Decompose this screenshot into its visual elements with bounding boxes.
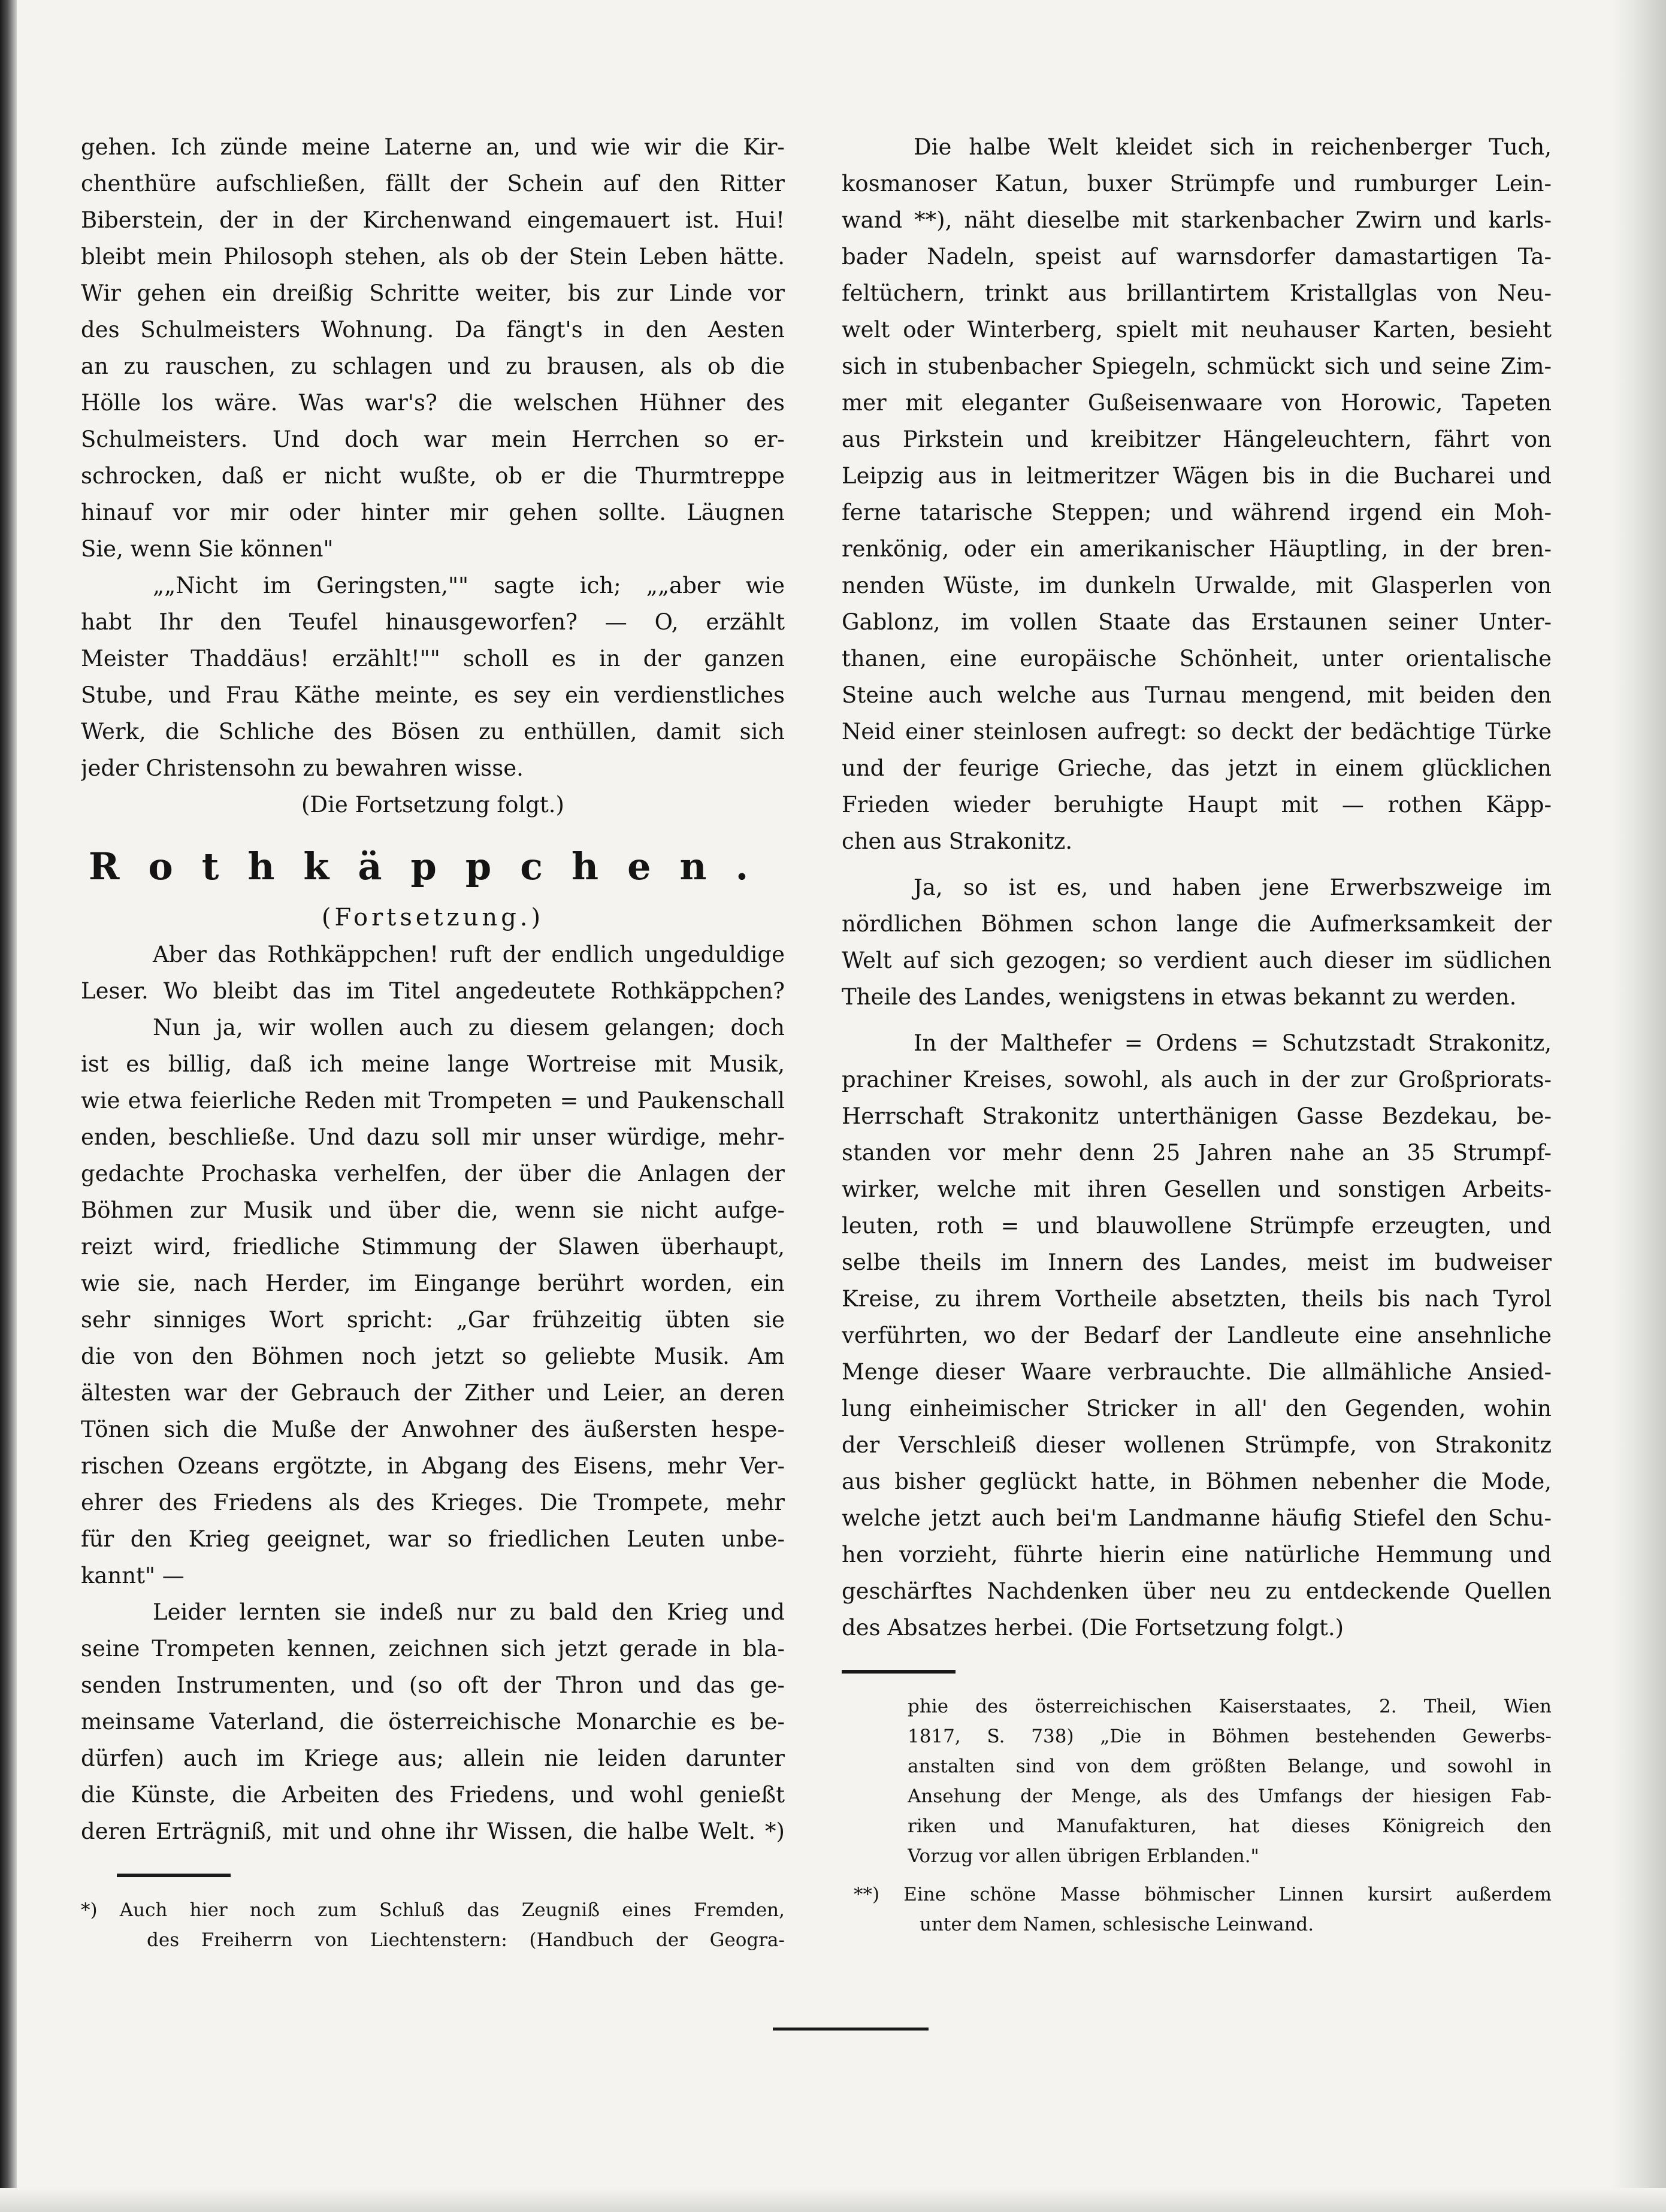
text-line: hinauf vor mir oder hinter mir gehen sollte. Läugnen	[81, 500, 785, 525]
text-line: Welt auf sich gezogen; so verdient auch dieser im südlichen	[842, 948, 1552, 973]
text-line: Neid einer steinlosen aufregt: so deckt der bedächtige Türke	[842, 719, 1552, 745]
text-line: Gablonz, im vollen Staate das Erstaunen seiner Unter-	[842, 609, 1552, 635]
text-line: Leser. Wo bleibt das im Titel angedeutete Rothkäppchen?	[81, 978, 785, 1004]
text-line: senden Instrumenten, und (so oft der Thron und das ge-	[81, 1672, 785, 1698]
text-line: leuten, roth = und blauwollene Strümpfe erzeugten, und	[842, 1213, 1552, 1239]
scan-edge-bottom	[0, 2188, 1666, 2212]
text-line: standen vor mehr denn 25 Jahren nahe an 35 Strumpf-	[842, 1140, 1552, 1166]
text-line: selbe theils im Innern des Landes, meist im budweiser	[842, 1249, 1552, 1275]
text-line: Meister Thaddäus! erzählt!"" scholl es in der ganzen	[81, 646, 785, 671]
text-line: renkönig, oder ein amerikanischer Häuptling, in der bren-	[842, 536, 1552, 562]
text-line: Werk, die Schliche des Bösen zu enthüllen, damit sich	[81, 719, 785, 745]
text-line: aus Pirkstein und kreibitzer Hängeleuchtern, fährt von	[842, 426, 1552, 452]
footnote-rule	[842, 1670, 956, 1674]
text-line: Aber das Rothkäppchen! ruft der endlich ungeduldige	[153, 942, 785, 967]
text-line: welche jetzt auch bei'm Landmanne häufig Stiefel den Schu-	[842, 1505, 1552, 1531]
text-line: ist es billig, daß ich meine lange Wortreise mit Musik,	[81, 1051, 785, 1077]
footnote-line: anstalten sind von dem größten Belange, und sowohl in	[908, 1756, 1552, 1777]
footnote-line: phie des österreichischen Kaiserstaates, 2. Theil, Wien	[908, 1696, 1552, 1717]
text-line: Biberstein, der in der Kirchenwand eingemauert ist. Hui!	[81, 207, 785, 233]
text-line: dürfen) auch im Kriege aus; allein nie leiden darunter	[81, 1745, 785, 1771]
footnote	[81, 1895, 785, 1955]
bottom-rule	[773, 2028, 929, 2031]
footnote-line: 1817, S. 738) „Die in Böhmen bestehenden Gewerbs-	[908, 1726, 1552, 1747]
text-line: kannt" —	[81, 1563, 185, 1588]
text-line: verführten, wo der Bedarf der Landleute eine ansehnliche	[842, 1323, 1552, 1348]
article-title: Rothkäppchen.	[88, 845, 778, 888]
text-line: Stube, und Frau Käthe meinte, es sey ein verdienstliches	[81, 682, 785, 708]
paragraph-1	[842, 129, 1552, 860]
left-column	[81, 129, 785, 1955]
continuation-text	[81, 129, 785, 823]
article-body	[81, 936, 785, 1850]
text-line: mer mit eleganter Gußeisenwaare von Horowic, Tapeten	[842, 390, 1552, 416]
text-line: kosmanoser Katun, buxer Strümpfe und rumburger Lein-	[842, 171, 1552, 196]
text-line: Schulmeisters. Und doch war mein Herrchen so er-	[81, 426, 785, 452]
text-line: schrocken, daß er nicht wußte, ob er die Thurmtreppe	[81, 463, 785, 489]
text-line: des Schulmeisters Wohnung. Da fängt's in den Aesten	[81, 317, 785, 343]
text-line: gehen. Ich zünde meine Laterne an, und wie wir die Kir-	[81, 134, 785, 160]
text-line: deren Erträgniß, mit und ohne ihr Wissen, die halbe Welt. *)	[81, 1818, 785, 1844]
text-line: und der feurige Grieche, das jetzt in einem glücklichen	[842, 755, 1552, 781]
text-line: wand **), näht dieselbe mit starkenbacher Zwirn und karls-	[842, 207, 1552, 233]
scan-edge-right	[1612, 0, 1666, 2212]
text-line: bader Nadeln, speist auf warnsdorfer damastartigen Ta-	[842, 244, 1552, 270]
text-line: wie etwa feierliche Reden mit Trompeten = und Paukenschall	[81, 1088, 785, 1113]
right-column	[842, 129, 1552, 1939]
text-line: wirker, welche mit ihren Gesellen und sonstigen Arbeits-	[842, 1176, 1552, 1202]
text-line: lung einheimischer Stricker in all' den Gegenden, wohin	[842, 1396, 1552, 1421]
footnote-line: des Freiherrn von Liechtenstern: (Handbuch der Geogra-	[147, 1929, 785, 1951]
text-line: geschärftes Nachdenken über neu zu entdeckende Quellen	[842, 1578, 1552, 1604]
text-line: Wir gehen ein dreißig Schritte weiter, bis zur Linde vor	[81, 280, 785, 306]
text-line: ältesten war der Gebrauch der Zither und Leier, an deren	[81, 1380, 785, 1406]
text-line: bleibt mein Philosoph stehen, als ob der Stein Leben hätte.	[81, 244, 785, 270]
text-line: die Künste, die Arbeiten des Friedens, und wohl genießt	[81, 1782, 785, 1808]
text-line: wie sie, nach Herder, im Eingange berührt worden, ein	[81, 1270, 785, 1296]
text-line: Leipzig aus in leitmeritzer Wägen bis in die Bucharei und	[842, 463, 1552, 489]
text-line: der Verschleiß dieser wollenen Strümpfe, von Strakonitz	[842, 1432, 1552, 1458]
text-line: die von den Böhmen noch jetzt so geliebte Musik. Am	[81, 1343, 785, 1369]
text-line: Böhmen zur Musik und über die, wenn sie nicht aufge-	[81, 1197, 785, 1223]
text-line: Herrschaft Strakonitz unterthänigen Gasse Bezdekau, be-	[842, 1103, 1552, 1129]
text-line: Hölle los wäre. Was war's? die welschen Hühner des	[81, 390, 785, 416]
footnote-line: riken und Manufakturen, hat dieses Königreich den	[908, 1815, 1552, 1837]
text-line: seine Trompeten kennen, zeichnen sich jetzt gerade in bla-	[81, 1636, 785, 1662]
footnote-line: Ansehung der Menge, als des Umfangs der hiesigen Fab-	[908, 1786, 1552, 1807]
footnote-line: *) Auch hier noch zum Schluß das Zeugniß eines Fremden,	[81, 1899, 785, 1921]
text-line: Tönen sich die Muße der Anwohner des äußersten hespe-	[81, 1417, 785, 1442]
text-line: Leider lernten sie indeß nur zu bald den Krieg und	[153, 1599, 785, 1625]
scan-edge-left	[0, 0, 17, 2212]
text-line: Die halbe Welt kleidet sich in reichenberger Tuch,	[914, 134, 1552, 160]
paragraph-3	[842, 1025, 1552, 1646]
text-line: meinsame Vaterland, die österreichische Monarchie es be-	[81, 1709, 785, 1735]
text-line: Nun ja, wir wollen auch zu diesem gelangen; doch	[153, 1015, 785, 1040]
text-line: reizt wird, friedliche Stimmung der Slawen überhaupt,	[81, 1234, 785, 1260]
text-line: In der Malthefer = Ordens = Schutzstadt Strakonitz,	[914, 1030, 1552, 1056]
footnote-continuation	[842, 1691, 1552, 1871]
text-line: habt Ihr den Teufel hinausgeworfen? — O, erzählt	[81, 609, 785, 635]
text-line: Steine auch welche aus Turnau mengend, mit beiden den	[842, 682, 1552, 708]
text-line: jeder Christensohn zu bewahren wisse.	[81, 755, 524, 781]
footnote-rule	[117, 1874, 231, 1877]
text-line: chen aus Strakonitz.	[842, 828, 1073, 854]
footnote-line: unter dem Namen, schlesische Leinwand.	[920, 1914, 1314, 1935]
text-line: Sie, wenn Sie können"	[81, 536, 334, 562]
text-line: Frieden wieder beruhigte Haupt mit — rothen Käpp-	[842, 792, 1552, 818]
text-line: Theile des Landes, wenigstens in etwas bekannt zu werden.	[842, 984, 1517, 1010]
text-line: ehrer des Friedens als des Krieges. Die Trompete, mehr	[81, 1490, 785, 1515]
text-line: chenthüre aufschließen, fällt der Schein auf den Ritter	[81, 171, 785, 196]
footnote-line: Vorzug vor allen übrigen Erblanden."	[908, 1845, 1259, 1867]
text-line: ferne tatarische Steppen; und während irgend ein Moh-	[842, 500, 1552, 525]
footnote-2	[842, 1880, 1552, 1939]
text-line: aus bisher geglückt hatte, in Böhmen nebenher die Mode,	[842, 1469, 1552, 1494]
text-line: rischen Ozeans ergötzte, in Abgang des Eisens, mehr Ver-	[81, 1453, 785, 1479]
text-line: an zu rauschen, zu schlagen und zu brausen, als ob die	[81, 353, 785, 379]
text-line: gedachte Prochaska verhelfen, der über die Anlagen der	[81, 1161, 785, 1187]
text-line: „„Nicht im Geringsten,"" sagte ich; „„aber wie	[153, 573, 785, 598]
text-line: für den Krieg geeignet, war so friedlichen Leuten unbe-	[81, 1526, 785, 1552]
text-line: des Absatzes herbei. (Die Fortsetzung folgt.)	[842, 1615, 1344, 1641]
text-line: nördlichen Böhmen schon lange die Aufmerksamkeit der	[842, 911, 1552, 937]
text-line: welt oder Winterberg, spielt mit neuhauser Karten, besieht	[842, 317, 1552, 343]
text-line: hen vorzieht, führte hierin eine natürliche Hemmung und	[842, 1542, 1552, 1568]
text-line: nenden Wüste, im dunkeln Urwalde, mit Glasperlen von	[842, 573, 1552, 598]
text-line: Ja, so ist es, und haben jene Erwerbszweige im	[914, 874, 1552, 900]
text-line: thanen, eine europäische Schönheit, unter orientalische	[842, 646, 1552, 671]
continuation-note: (Die Fortsetzung folgt.)	[301, 792, 564, 818]
text-line: feltüchern, trinkt aus brillantirtem Kristallglas von Neu-	[842, 280, 1552, 306]
article-subtitle: (Fortsetzung.)	[321, 904, 545, 931]
text-line: Menge dieser Waare verbrauchte. Die allmähliche Ansied-	[842, 1359, 1552, 1385]
text-line: enden, beschließe. Und dazu soll mir unser würdige, mehr-	[81, 1124, 785, 1150]
text-line: sich in stubenbacher Spiegeln, schmückt sich und seine Zim-	[842, 353, 1552, 379]
text-line: prachiner Kreises, sowohl, als auch in der zur Großpriorats-	[842, 1067, 1552, 1093]
footnote-line: **) Eine schöne Masse böhmischer Linnen kursirt außerdem	[854, 1884, 1552, 1905]
text-line: Kreise, zu ihrem Vortheile absetzten, theils bis nach Tyrol	[842, 1286, 1552, 1312]
text-line: sehr sinniges Wort spricht: „Gar frühzeitig übten sie	[81, 1307, 785, 1333]
paragraph-2	[842, 869, 1552, 1015]
